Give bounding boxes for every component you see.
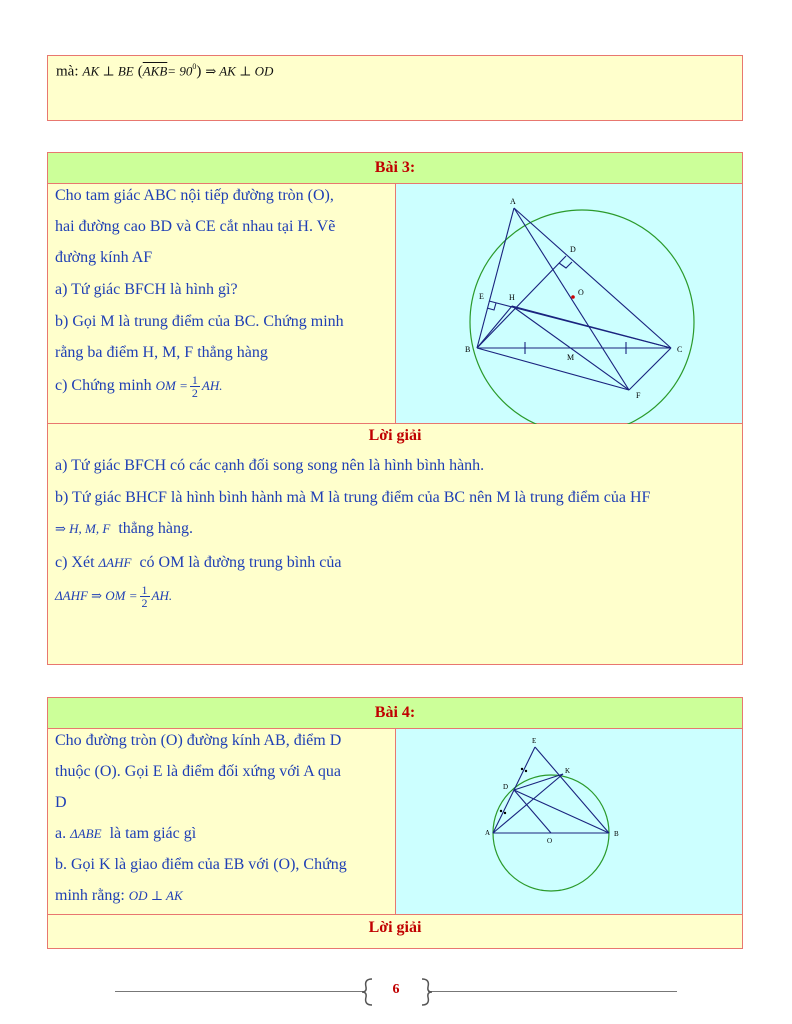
footer-brace-left-icon bbox=[360, 977, 374, 1007]
label-o: O bbox=[547, 837, 553, 845]
segment-bd bbox=[477, 256, 566, 348]
problem-3-part-a: a) Tứ giác BFCH là hình gì? bbox=[55, 281, 238, 298]
circle-triangle-diagram bbox=[396, 184, 742, 424]
label-d: D bbox=[570, 245, 576, 254]
problem-3-title: Bài 3: bbox=[48, 153, 742, 184]
problem-3-part-b-cont: rằng ba điểm H, M, F thẳng hàng bbox=[55, 344, 268, 361]
segment-ab bbox=[477, 208, 514, 348]
label-b: B bbox=[614, 830, 619, 838]
problem-4-part-a: a. ΔABE là tam giác gì bbox=[55, 825, 197, 842]
previous-solution-box bbox=[47, 55, 743, 121]
problem-4-line-1: Cho đường tròn (O) đường kính AB, điểm D bbox=[55, 732, 342, 749]
problem-3-line-2: hai đường cao BD và CE cắt nhau tại H. Vẽ bbox=[55, 218, 336, 235]
solution-b: b) Tứ giác BHCF là hình bình hành mà M là trung điểm của BC nên M là trung điểm của HF bbox=[55, 489, 651, 506]
segment-cf bbox=[629, 348, 671, 390]
segment-eb bbox=[535, 747, 609, 833]
label-c: C bbox=[677, 345, 683, 354]
problem-4-line-3: D bbox=[55, 794, 67, 811]
problem-4-line-2: thuộc (O). Gọi E là điểm đối xứng với A qua bbox=[55, 763, 341, 780]
segment-db bbox=[514, 790, 609, 833]
fraction-half-2: $\frac{1}{2}$ bbox=[141, 583, 148, 610]
problem-3-solution bbox=[48, 424, 742, 664]
point-o bbox=[571, 295, 575, 299]
problem-3-box bbox=[47, 152, 743, 665]
tick-mark bbox=[525, 770, 527, 772]
label-e: E bbox=[479, 292, 484, 301]
previous-solution-line: mà: AK ⊥ BE $(\overline{AKB}= 90^0)$ ⇒ AK ⊥ OD bbox=[56, 62, 274, 80]
solution-a: a) Tứ giác BFCH có các cạnh đối song song nên là hình bình hành. bbox=[55, 457, 485, 474]
solution-b-cont: ⇒ H, M, F thẳng hàng. bbox=[55, 520, 193, 537]
problem-4-box bbox=[47, 697, 743, 949]
label-a: A bbox=[485, 829, 491, 837]
segment-od bbox=[514, 790, 551, 833]
label-b: B bbox=[465, 345, 471, 354]
label-f: F bbox=[636, 391, 641, 400]
footer-rule-left bbox=[115, 991, 364, 992]
problem-4-part-b: b. Gọi K là giao điểm của EB với (O), Chứng bbox=[55, 856, 347, 873]
circumcircle bbox=[470, 210, 694, 424]
label-a: A bbox=[510, 197, 516, 206]
footer-brace-right-icon bbox=[420, 977, 434, 1007]
tick-mark bbox=[500, 810, 502, 812]
problem-3-line-1: Cho tam giác ABC nội tiếp đường tròn (O), bbox=[55, 187, 334, 204]
label-e: E bbox=[532, 737, 537, 745]
solution-c-cont: ΔAHF ⇒ OM = $\frac{1}{2}$ AH. bbox=[55, 583, 173, 610]
label-m: M bbox=[567, 353, 575, 362]
problem-4-statement bbox=[48, 729, 396, 915]
problem-3-figure bbox=[396, 184, 742, 424]
tick-mark bbox=[521, 768, 523, 770]
problem-4-figure bbox=[396, 729, 742, 915]
problem-4-title: Bài 4: bbox=[48, 698, 742, 729]
page-number: 6 bbox=[392, 982, 400, 997]
label-o: O bbox=[578, 288, 584, 297]
problem-3-statement bbox=[48, 184, 396, 424]
problem-3-line-3: đường kính AF bbox=[55, 249, 153, 266]
footer-rule-right bbox=[428, 991, 677, 992]
solution-c: c) Xét ΔAHF có OM là đường trung bình của bbox=[55, 554, 342, 571]
problem-4-part-b-cont: minh rằng: OD ⊥ AK bbox=[55, 887, 183, 904]
right-angle-d bbox=[559, 262, 572, 268]
problem-4-solution-title: Lời giải bbox=[48, 915, 742, 948]
tick-mark bbox=[504, 812, 506, 814]
problem-3-solution-title: Lời giải bbox=[368, 427, 422, 444]
circle-diameter-diagram bbox=[396, 729, 742, 915]
label-k: K bbox=[565, 767, 571, 775]
problem-3-part-b: b) Gọi M là trung điểm của BC. Chứng minh bbox=[55, 313, 344, 330]
label-h: H bbox=[509, 293, 515, 302]
fraction-half: $\frac{1}{2}$ bbox=[191, 373, 198, 400]
label-d: D bbox=[503, 783, 509, 791]
problem-3-part-c: c) Chứng minh OM = $\frac{1}{2}$ AH. bbox=[55, 373, 223, 400]
